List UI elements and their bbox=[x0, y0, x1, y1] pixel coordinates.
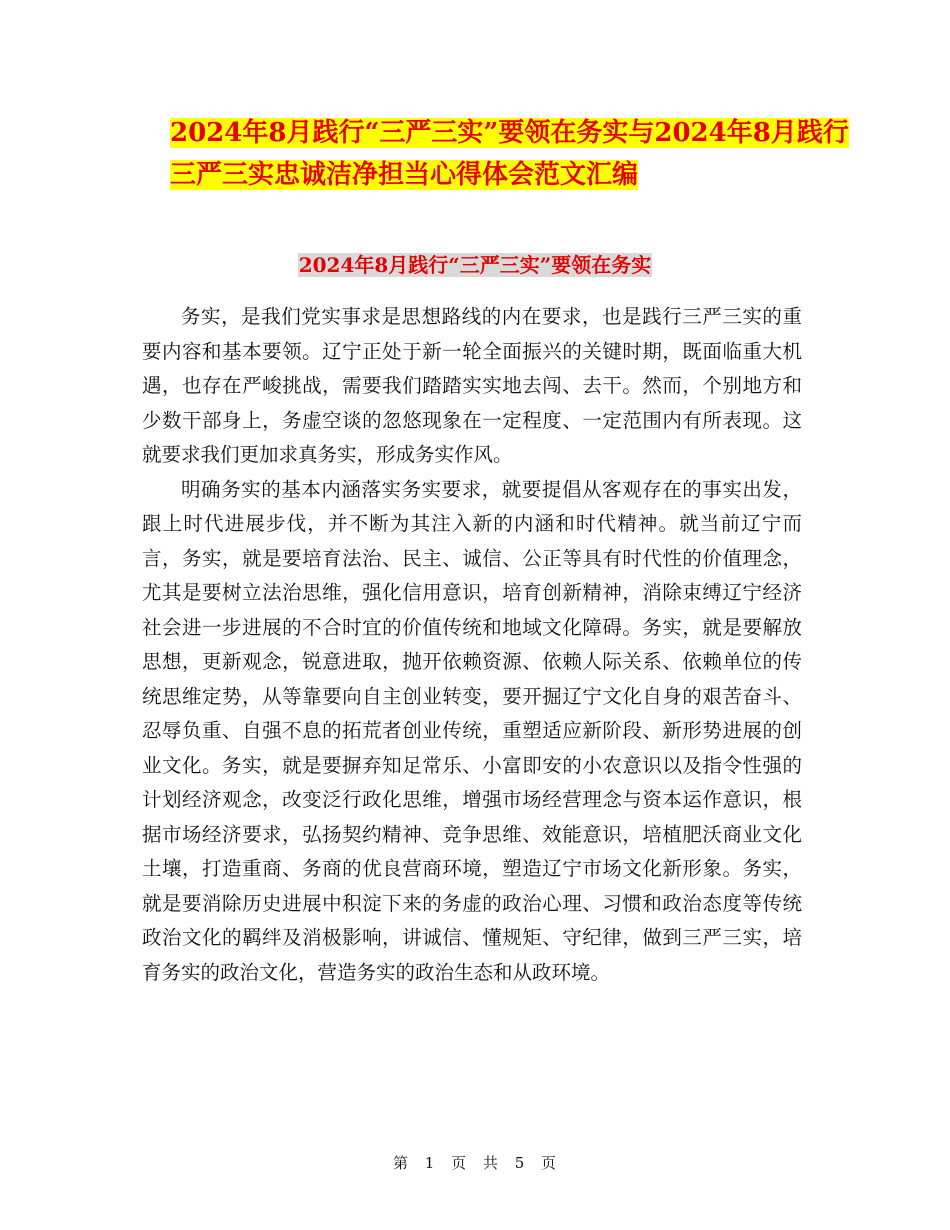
footer-label-unit2: 页 bbox=[541, 1154, 558, 1172]
page-footer bbox=[0, 1153, 950, 1173]
paragraph-2: 明确务实的基本内涵落实务实要求，就要提倡从客观存在的事实出发，跟上时代进展步伐，并不断为其注入新的内涵和时代精神。就当前辽宁而言，务实，就是要培育法治、民主、诚信、公正等具有时代性的价值理念，尤其是要树立法治思维，强化信用意识，培育创新精神，消除束缚辽宁经济社会进一步进展的不合时宜的价值传统和地域文化障碍。务实，就是要解放思想，更新观念，锐意进取，抛开依赖资源、依赖人际关系、依赖单位的传统思维定势，从等靠要向自主创业转变，要开掘辽宁文化自身的艰苦奋斗、忍辱负重、自强不息的拓荒者创业传统，重塑适应新阶段、新形势进展的创业文化。务实，就是要摒弃知足常乐、小富即安的小农意识以及指令性强的计划经济观念，改变泛行政化思维，增强市场经营理念与资本运作意识，根据市场经济要求，弘扬契约精神、竞争思维、效能意识，培植肥沃商业文化土壤，打造重商、务商的优良营商环境，塑造辽宁市场文化新形象。务实，就是要消除历史进展中积淀下来的务虚的政治心理、习惯和政治态度等传统政治文化的羁绊及消极影响，讲诚信、懂规矩、守纪律，做到三严三实，培育务实的政治文化，营造务实的政治生态和从政环境。 bbox=[142, 477, 802, 984]
document-title bbox=[170, 112, 850, 196]
section-title bbox=[0, 250, 950, 280]
document-title-text: 2024年8月践行“三严三实”要领在务实与2024年8月践行三严三实忠诚洁净担当心得体会范文汇编 bbox=[170, 118, 849, 190]
footer-label-page: 第 bbox=[392, 1154, 409, 1172]
section-title-text: 2024年8月践行“三严三实”要领在务实 bbox=[298, 253, 652, 277]
footer-current-page: 1 bbox=[424, 1154, 436, 1172]
footer-total-pages: 5 bbox=[514, 1154, 526, 1172]
document-body bbox=[142, 300, 802, 990]
footer-label-unit: 页 bbox=[451, 1154, 468, 1172]
paragraph-1: 务实，是我们党实事求是思想路线的内在要求，也是践行三严三实的重要内容和基本要领。辽宁正处于新一轮全面振兴的关键时期，既面临重大机遇，也存在严峻挑战，需要我们踏踏实实地去闯、去干。然而，个别地方和少数干部身上，务虚空谈的忽悠现象在一定程度、一定范围内有所表现。这就要求我们更加求真务实，形成务实作风。 bbox=[142, 305, 802, 466]
footer-label-total: 共 bbox=[482, 1154, 499, 1172]
